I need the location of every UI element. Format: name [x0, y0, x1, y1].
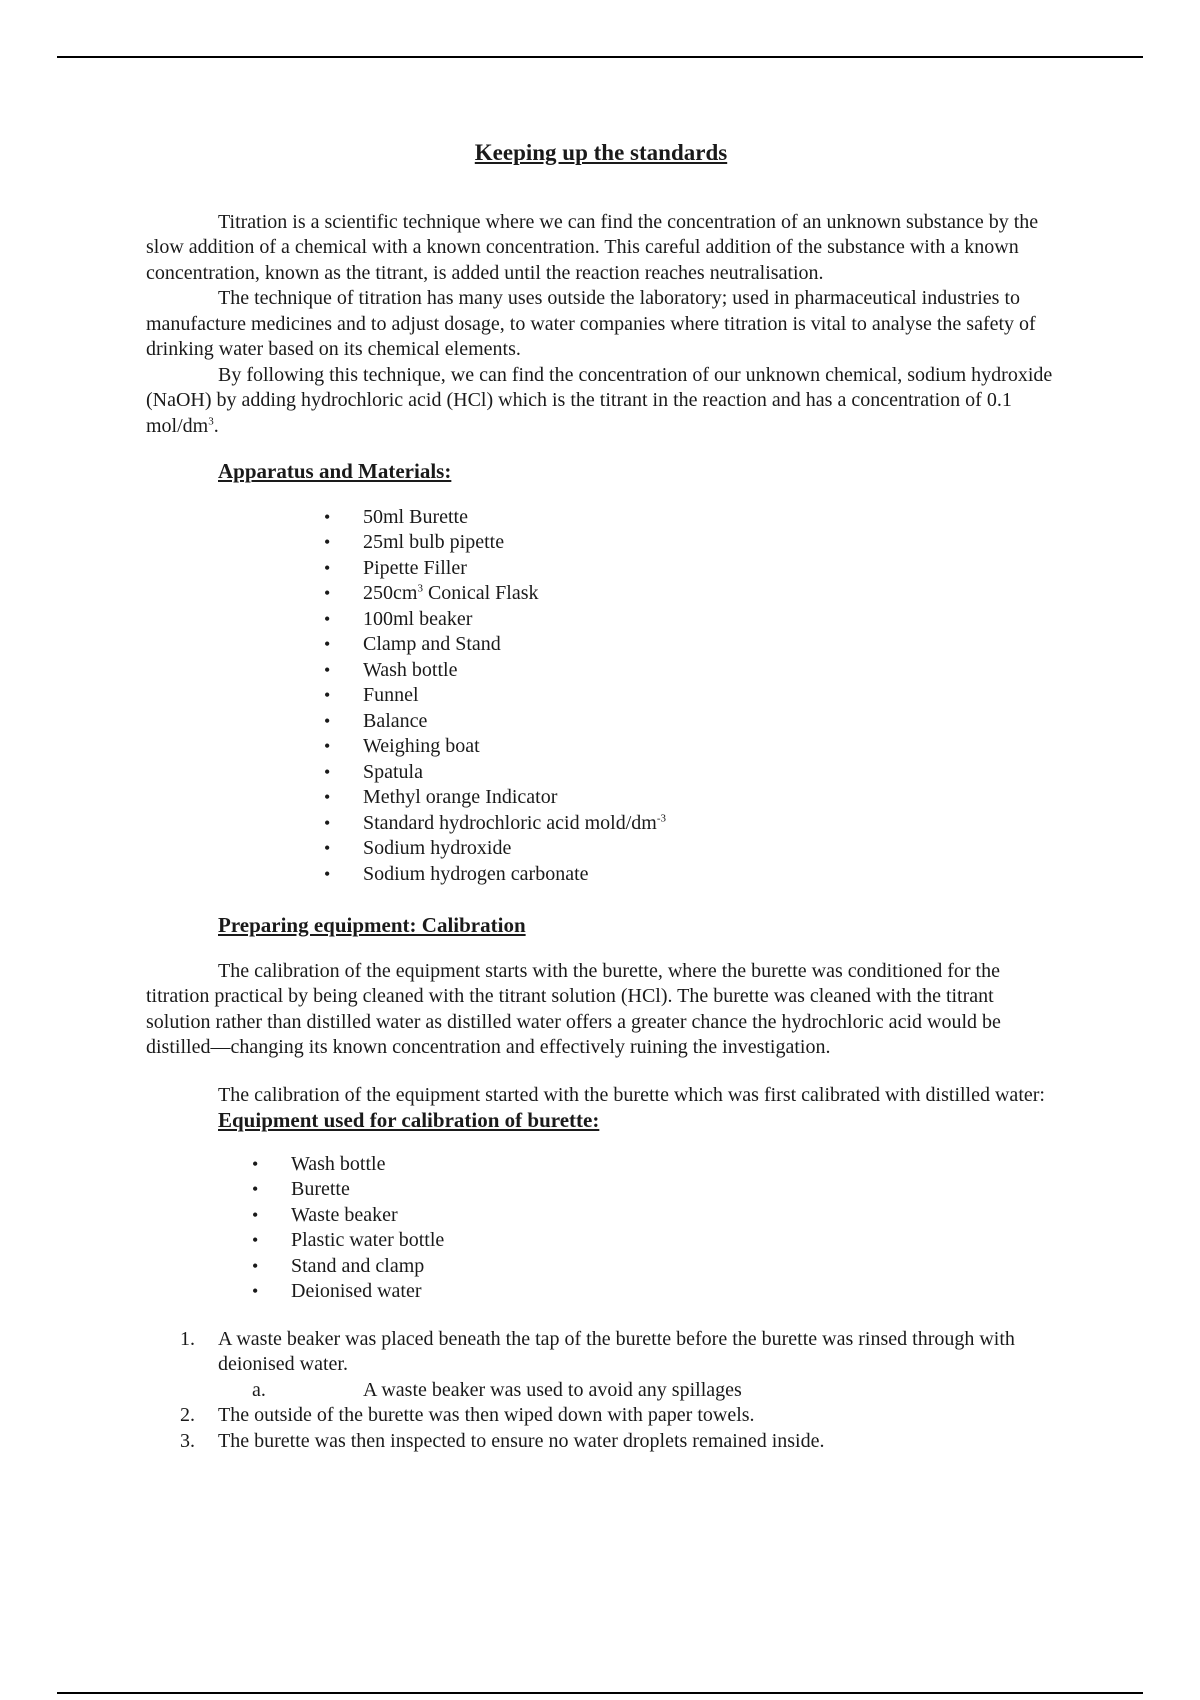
bullet-icon: • — [324, 659, 331, 680]
list-item: • Standard hydrochloric acid mold/$dm^{-3}$ — [146, 811, 1056, 837]
intro-paragraph-1: Titration is a scientific technique where we can find the concentration of an unknown substance by the slow addition of a chemical with a known concentration. This careful addition of the substance with a known concentration, known as the titrant, is added until the reaction reaches neutralisation. — [146, 210, 1039, 284]
bullet-icon: • — [252, 1255, 259, 1276]
bullet-icon: • — [324, 863, 331, 884]
materials-list — [146, 505, 1056, 888]
calibration-paragraph-1: The calibration of the equipment starts with the burette, where the burette was conditioned for the titration practical by being cleaned with the titrant solution (HCl). The burette was cleaned with the titrant solution rather than distilled water as distilled water offers a greater chance the hydrochloric acid would be distilled—changing its known concentration and effectively ruining the investigation. — [146, 959, 1001, 1058]
intro-paragraph-2: The technique of titration has many uses outside the laboratory; used in pharmaceutical industries to manufacture medicines and to adjust dosage, to water companies where titration is vital to analyse the safety of drinking water based on its chemical elements. — [146, 287, 1036, 360]
list-item: • Stand and clamp — [146, 1254, 1056, 1280]
bullet-icon: • — [324, 634, 331, 654]
list-item: • Deionised water — [146, 1279, 1056, 1305]
preparing-heading: Preparing equipment: Calibration — [218, 913, 526, 937]
bullet-icon: • — [252, 1204, 259, 1225]
header-rule — [57, 56, 1143, 58]
calibration-equipment-list — [146, 1152, 1056, 1305]
intro-paragraph-3 — [146, 363, 1056, 440]
list-item: • Funnel — [146, 683, 1056, 709]
list-item: • Clamp and Stand — [146, 632, 1056, 658]
list-item: • 50ml Burette — [146, 505, 1056, 531]
footer-rule — [57, 1692, 1143, 1694]
bullet-icon: • — [252, 1281, 259, 1301]
bullet-icon: • — [324, 608, 331, 629]
bullet-icon: • — [324, 787, 331, 807]
bullet-icon: • — [324, 506, 331, 527]
bullet-icon: • — [252, 1179, 259, 1199]
list-item: • Burette — [146, 1177, 1056, 1203]
step-item: 3. The burette was then inspected to ensure no water droplets remained inside. — [180, 1429, 825, 1452]
bullet-icon: • — [324, 838, 331, 858]
intro-paragraph-3-end: . — [213, 414, 219, 437]
bullet-icon: • — [324, 710, 331, 731]
bullet-icon: • — [324, 557, 331, 578]
intro-paragraph-3-text: By following this technique, we can find the concentration of our unknown chemical, sodium hydroxide (NaOH) by adding hydrochloric acid (HCl) which is the titrant in the reaction and has a concentration of 0.1 mol/dm — [146, 363, 1053, 437]
list-item: • 25ml bulb pipette — [146, 530, 1056, 556]
list-item: • Wash bottle — [146, 658, 1056, 684]
step-item: 2. The outside of the burette was then wiped down with paper towels. — [180, 1404, 755, 1426]
list-item: • Balance — [146, 709, 1056, 735]
calibration-steps — [146, 1327, 1056, 1455]
page-title: Keeping up the standards — [474, 140, 728, 165]
step-item: 1. A waste beaker was placed beneath the tap of the burette before the burette was rinsed through with deionised water. a. A waste beaker was used to avoid any spillages — [146, 1327, 1056, 1404]
bullet-icon: • — [324, 812, 331, 833]
list-item: • 100ml beaker — [146, 607, 1056, 633]
apparatus-heading: Apparatus and Materials: — [218, 459, 452, 483]
list-item: • Plastic water bottle — [146, 1228, 1056, 1254]
bullet-icon: • — [324, 583, 331, 603]
equipment-heading: Equipment used for calibration of burette: — [218, 1108, 600, 1132]
calibration-paragraph-2: The calibration of the equipment started with the burette which was first calibrated with distilled water: — [218, 1083, 1045, 1106]
list-item: • $250cm^3$ Conical Flask — [146, 581, 1056, 607]
bullet-icon: • — [324, 685, 331, 705]
list-item: • Waste beaker — [146, 1203, 1056, 1229]
bullet-icon: • — [324, 736, 331, 756]
unit-superscript: 3 — [208, 414, 214, 427]
bullet-icon: • — [252, 1230, 259, 1250]
bullet-icon: • — [324, 532, 331, 552]
list-item: • Sodium hydroxide — [146, 836, 1056, 862]
list-item: • Spatula — [146, 760, 1056, 786]
sub-step-item: a. A waste beaker was used to avoid any spillages — [252, 1378, 742, 1401]
list-item: • Pipette Filler — [146, 556, 1056, 582]
bullet-icon: • — [324, 761, 331, 782]
list-item: • Wash bottle — [146, 1152, 1056, 1178]
list-item: • Methyl orange Indicator — [146, 785, 1056, 811]
list-item: • Sodium hydrogen carbonate — [146, 862, 1056, 888]
bullet-icon: • — [252, 1153, 259, 1174]
list-item: • Weighing boat — [146, 734, 1056, 760]
document-page — [146, 140, 1056, 1454]
